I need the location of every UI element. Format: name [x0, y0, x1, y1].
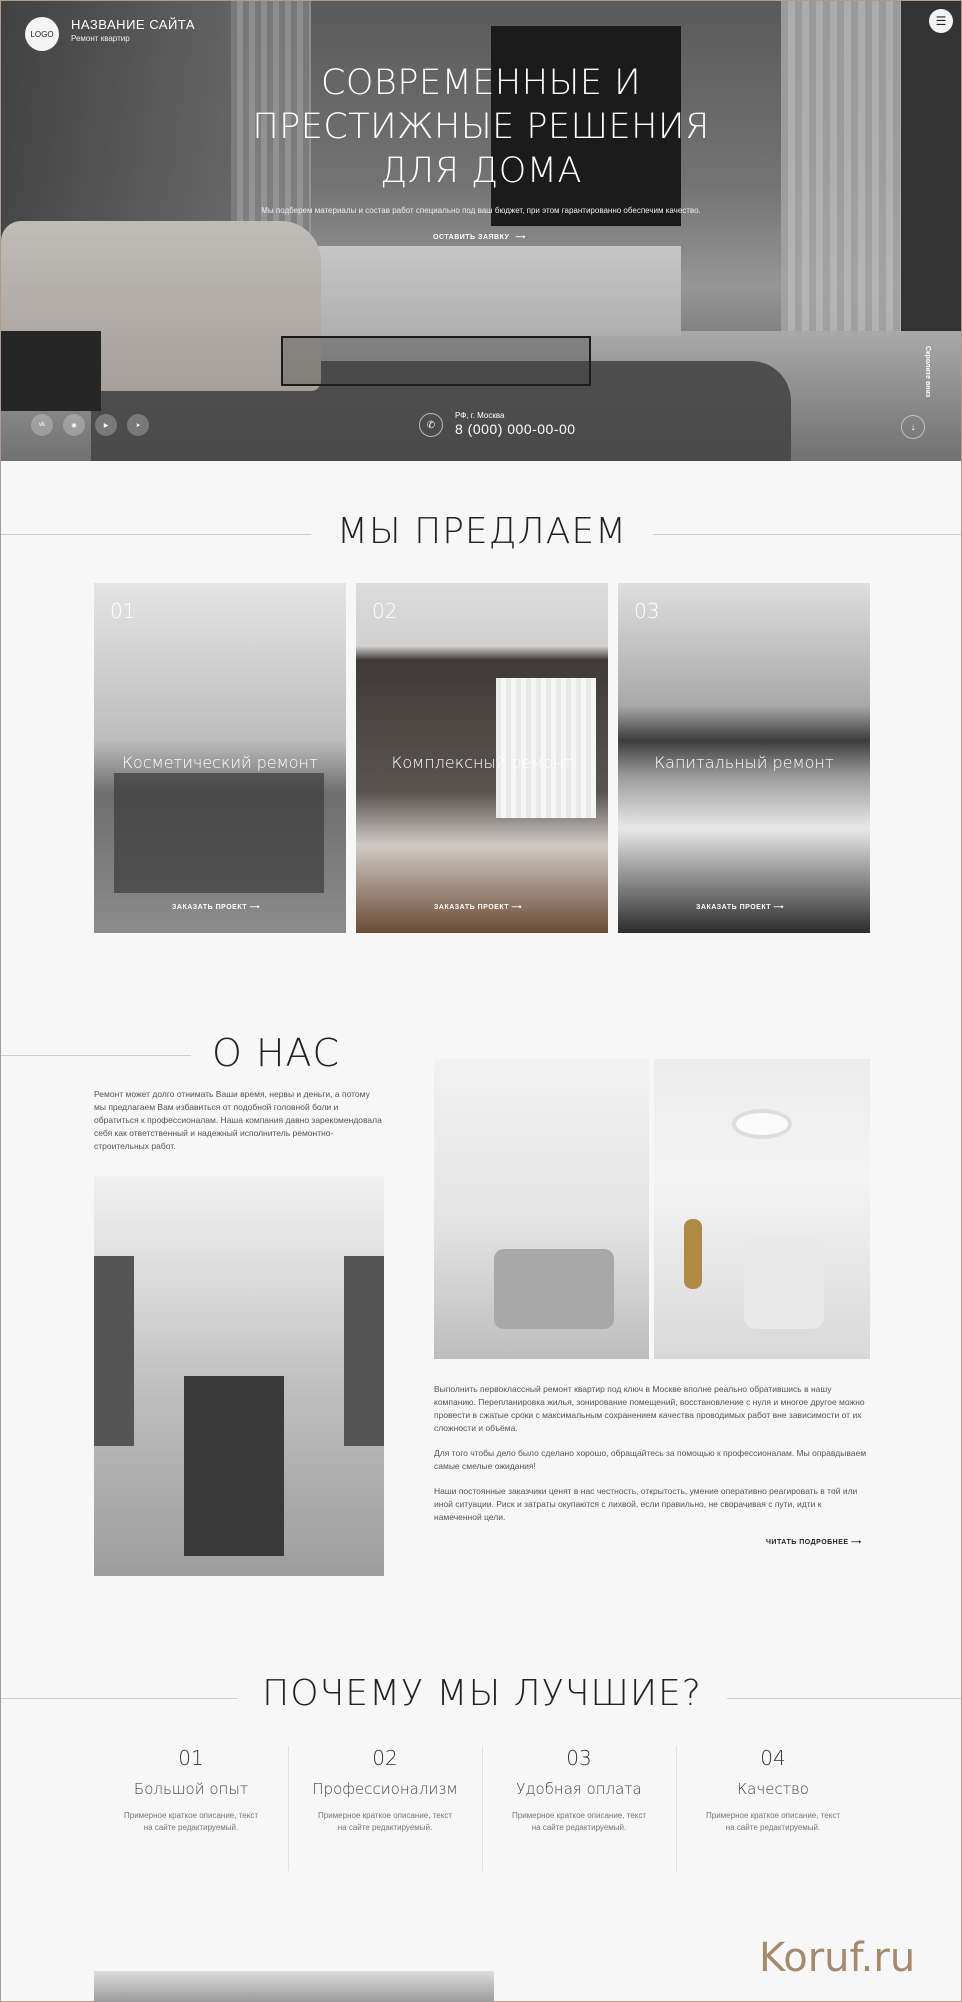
order-project-button[interactable] [696, 903, 784, 911]
card-number: 03 [634, 599, 660, 623]
advantage-item [288, 1746, 482, 1834]
site-name[interactable]: НАЗВАНИЕ САЙТА [71, 17, 195, 32]
advantage-number: 01 [178, 1746, 204, 1770]
menu-button[interactable] [929, 9, 953, 33]
card-number: 01 [110, 599, 136, 623]
watermark: Koruf.ru [759, 1935, 916, 1981]
advantage-description: Примерное краткое описание, текст на сайте редактируемый. [706, 1811, 840, 1832]
service-card[interactable] [94, 583, 346, 933]
hero-section [1, 1, 961, 461]
order-project-label: ЗАКАЗАТЬ ПРОЕКТ [434, 904, 510, 911]
divider-line [1, 534, 311, 535]
vk-icon[interactable]: vk [31, 414, 53, 436]
card-title: Капитальный ремонт [654, 753, 834, 772]
advantage-description: Примерное краткое описание, текст на сайте редактируемый. [318, 1811, 452, 1832]
advantage-description: Примерное краткое описание, текст на сайте редактируемый. [512, 1811, 646, 1832]
offer-title: МЫ ПРЕДЛАЕМ [336, 511, 628, 552]
next-section-photo [94, 1971, 494, 2002]
card-number: 02 [372, 599, 398, 623]
about-photo-dining [94, 1176, 384, 1576]
advantage-item [676, 1746, 870, 1834]
order-project-button[interactable] [172, 903, 260, 911]
leave-request-label: ОСТАВИТЬ ЗАЯВКУ [433, 234, 510, 241]
youtube-icon[interactable]: ▶ [95, 414, 117, 436]
service-card[interactable] [356, 583, 608, 933]
site-subtitle: Ремонт квартир [71, 34, 130, 43]
order-project-button[interactable] [434, 903, 522, 911]
arrow-right-icon: ⟶ [773, 904, 785, 911]
advantage-name: Качество [737, 1780, 809, 1798]
about-photo-armchair [434, 1059, 649, 1359]
divider-line [653, 534, 961, 535]
logo[interactable]: LOGO [25, 17, 59, 51]
read-more-button[interactable] [766, 1538, 862, 1546]
arrow-down-icon: ↓ [910, 421, 916, 433]
order-project-label: ЗАКАЗАТЬ ПРОЕКТ [696, 904, 772, 911]
scroll-down-label: Скролите вниз [924, 346, 931, 398]
order-project-label: ЗАКАЗАТЬ ПРОЕКТ [172, 904, 248, 911]
card-image-curtain [496, 678, 596, 818]
about-paragraph: Для того чтобы дело было сделано хорошо, обращайтесь за помощью к профессионалам. Мы оправдываем самые смелые ожидания! [434, 1448, 867, 1471]
arrow-right-icon: ⟶ [851, 1539, 862, 1546]
arrow-right-icon: ⟶ [249, 904, 261, 911]
read-more-label: ЧИТАТЬ ПОДРОБНЕЕ [766, 1539, 849, 1546]
why-title: ПОЧЕМУ МЫ ЛУЧШИЕ? [262, 1673, 702, 1714]
card-image-table [114, 773, 324, 893]
card-title: Комплексный ремонт [391, 753, 573, 772]
about-paragraph: Наши постоянные заказчики ценят в нас честность, открытость, умение оперативно реагировать в той или иной ситуации. Риск и затраты окупаются с лихвой, если правильно, не сворачивая с пути, идти к намеченной цели. [434, 1486, 858, 1522]
about-paragraph: Выполнить первоклассный ремонт квартир под ключ в Москве вполне реально обратившись в нашу компанию. Перепланировка жилья, зонирование помещений, восстановление с нуля и многое другое можно провести в сжатые сроки с максимальным сохранением качества проводимых работ вне зависимости от их сложности и объёма. [434, 1384, 865, 1433]
phone-number[interactable]: 8 (000) 000-00-00 [455, 421, 576, 437]
advantage-number: 02 [372, 1746, 398, 1770]
advantage-number: 03 [566, 1746, 592, 1770]
advantage-number: 04 [760, 1746, 786, 1770]
divider-line [727, 1698, 961, 1699]
divider-line [1, 1698, 237, 1699]
arrow-right-icon: ⟶ [515, 234, 526, 241]
telegram-icon[interactable]: ➤ [127, 414, 149, 436]
advantage-name: Большой опыт [133, 1780, 249, 1798]
hero-title: СОВРЕМЕННЫЕ И ПРЕСТИЖНЫЕ РЕШЕНИЯ ДЛЯ ДОМА [252, 63, 710, 191]
advantage-item [94, 1746, 288, 1834]
hero-description: Мы подберем материалы и состав работ специально под ваш бюджет, при этом гарантированно обеспечим качество. [261, 206, 701, 215]
leave-request-button[interactable] [433, 233, 526, 241]
arrow-right-icon: ⟶ [511, 904, 523, 911]
scroll-down-button[interactable] [901, 415, 925, 439]
city-label: РФ, г. Москва [455, 411, 505, 420]
advantage-name: Профессионализм [312, 1780, 458, 1798]
hamburger-icon: ☰ [935, 14, 947, 28]
about-photo-lounge [654, 1059, 870, 1359]
advantage-item [482, 1746, 676, 1834]
whatsapp-icon[interactable]: ◉ [63, 414, 85, 436]
divider-line [1, 1055, 191, 1056]
about-intro: Ремонт может долго отнимать Ваши время, нервы и деньги, а потому мы предлагаем Вам избавиться от подобной головной боли и обратиться к профессионалам. Наша компания давно зарекомендовала себя как ответственный и надежный исполнитель ремонтно-строительных работ. [94, 1089, 382, 1151]
social-links [31, 414, 149, 436]
about-title: О НАС [211, 1031, 341, 1075]
card-title: Косметический ремонт [122, 753, 318, 772]
phone-icon[interactable]: ✆ [419, 413, 443, 437]
advantage-description: Примерное краткое описание, текст на сайте редактируемый. [124, 1811, 258, 1832]
service-card[interactable] [618, 583, 870, 933]
advantage-name: Удобная оплата [516, 1780, 642, 1798]
